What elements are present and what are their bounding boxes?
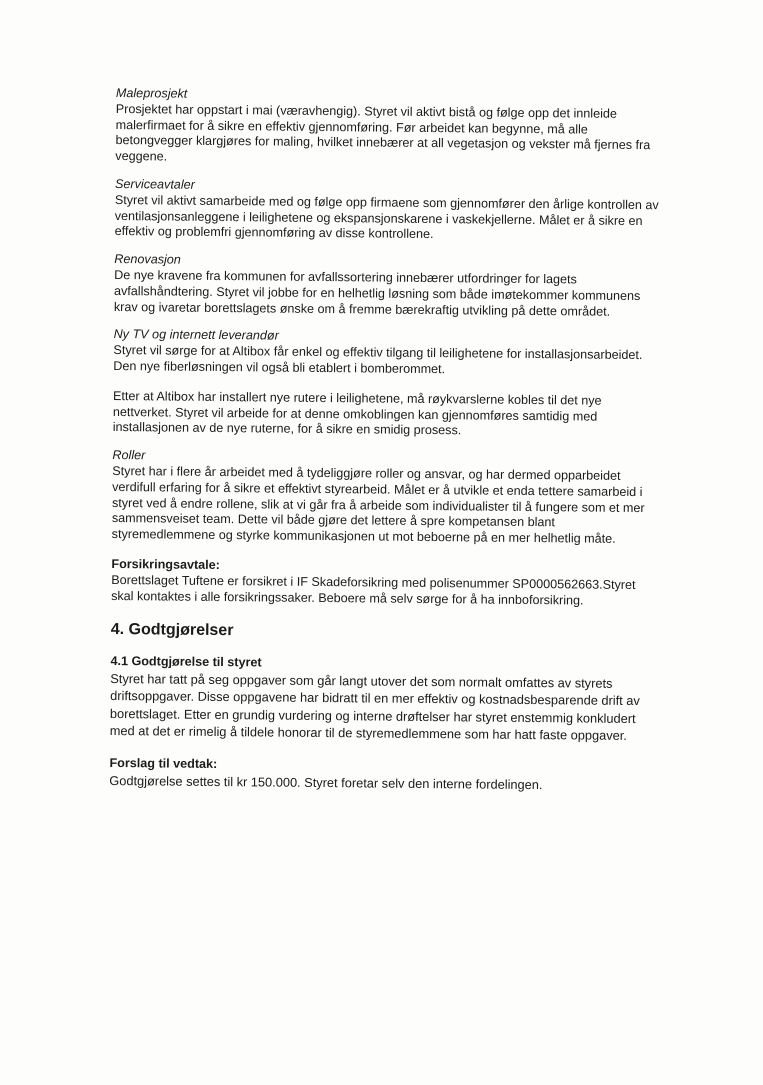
section-paragraph: Styret vil sørge for at Altibox får enkel og effektiv tilgang til leilighetene for installasjonsarbeidet. Den nye fiberløsningen vil også bli etablert i bomberommet. [113, 343, 643, 377]
section-renovasjon [114, 252, 663, 320]
section-paragraph: Styret har i flere år arbeidet med å tydeliggjøre roller og ansvar, og har dermed opparbeidet verdifull erfaring for å sikre et effektivt styrearbeid. Målet er å utvikle et enda tettere samarbeid i styret ved å endre rollene, slik at vi går fra å arbeide som individualister til å fungere som et mer sammensveiset team. Dette vil både gjøre det lettere å spre kompetansen blant styremedlemmene og styrke kommunikasjonen ut mot beboerne på en mer helhetlig måte. [111, 463, 645, 546]
chapter-text: Styret har tatt på seg oppgaver som går langt utover det som normalt omfattes av styrets driftsoppgaver. Disse oppgavene har bidratt til en mer effektiv og kostnadsbesparende drift av borettslaget. Etter en grundig vurdering og interne drøftelser har styret enstemmig konkludert med at det er rimelig å tildele honorar til de styremedlemmene som har hatt faste oppgaver. [109, 671, 640, 743]
section-paragraph: De nye kravene fra kommunen for avfallssortering innebærer utfordringer for lagets avfallshåndtering. Styret vil jobbe for en helhetlig løsning som både imøtekommer kommunens krav og ivaretar borettslagets ønske om å fremme bærekraftig utvikling på dette området. [113, 267, 641, 319]
section-paragraph: Styret vil aktivt samarbeide med og følge opp firmaene som gjennomfører den årlige kontrollen av ventilasjonsanleggene i leilighetene og ekspansjonskarene i vaskekjellerne. Målet er å sikre en effektiv og problemfri gjennomføring av disse kontrollene. [114, 192, 659, 242]
section-paragraph: Etter at Altibox har installert nye rutere i leilighetene, må røykvarslerne kobles til det nye nettverket. Styret vil arbeide for at denne omkoblingen kan gjennomføres samtidig med installasjonen av de nye ruterne, for å sikre en smidig prosess. [112, 388, 602, 438]
section-serviceavtaler [115, 177, 664, 245]
section-title: Renovasjon [114, 252, 181, 267]
section-title: Ny TV og internett leverandør [113, 327, 279, 343]
proposal-text: Godtgjørelse settes til kr 150.000. Styret foretar selv den interne fordelingen. [109, 772, 543, 792]
section-title: Maleprosjekt [115, 86, 188, 101]
sub-heading: 4.1 Godtgjørelse til styret [110, 654, 262, 670]
section-title: Roller [112, 448, 146, 463]
section-ny-tv-og-internett [113, 327, 662, 441]
section-forsikringsavtale [111, 557, 659, 610]
proposal-title: Forslag til vedtak: [109, 755, 218, 771]
section-roller [112, 448, 661, 548]
section-paragraph: Prosjektet har oppstart i mai (væravhengig). Styret vil aktivt bistå og følge opp det innleide malerfirmaet for å sikre en effektiv gjennomføring. Før arbeidet kan begynne, må alle betongvegger klargjøres for maling, hvilket innebærer at all vegetasjon og vekster må fjernes fra veggene. [115, 101, 651, 164]
insurance-title: Forsikringsavtale: [111, 556, 220, 572]
document-content [109, 86, 664, 794]
chapter-godtgjorelser [110, 620, 659, 744]
section-title: Serviceavtaler [114, 176, 195, 192]
insurance-text: Borettslaget Tuftene er forsikret i IF Skadeforsikring med polisenummer SP0000562663.Styret skal kontaktes i alle forsikringssaker. Beboere må selv sørge for å ha innboforsikring. [111, 572, 636, 608]
chapter-heading: 4. Godtgjørelser [110, 621, 234, 640]
section-forslag-til-vedtak [109, 756, 657, 794]
section-maleprosjekt [115, 86, 664, 170]
